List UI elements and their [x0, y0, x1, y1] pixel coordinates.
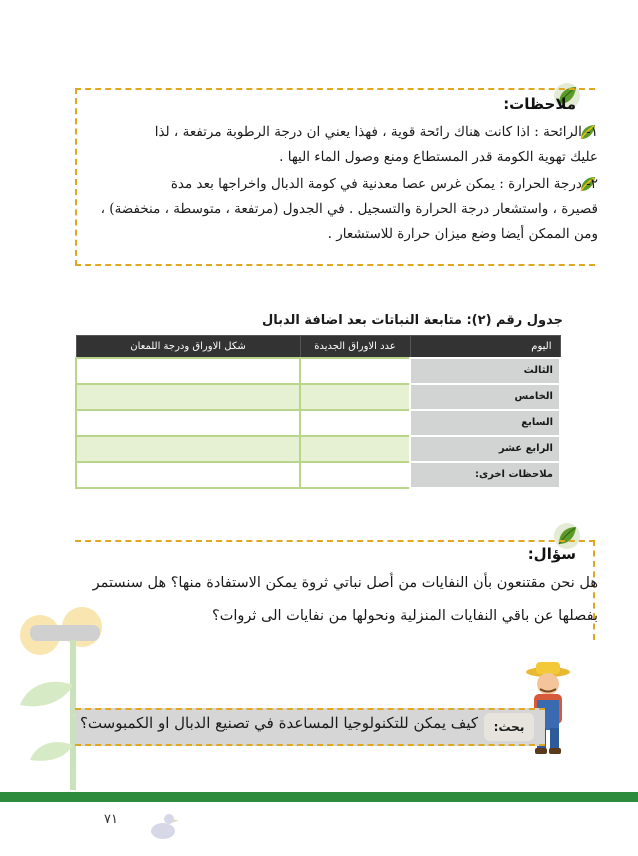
- question-heading: سؤال:: [527, 545, 576, 563]
- table-cell[interactable]: [300, 384, 410, 410]
- table-row: [76, 410, 560, 436]
- table-cell[interactable]: [300, 462, 410, 488]
- row-label: الخامس: [410, 384, 560, 410]
- sunflower-illustration: [0, 585, 150, 795]
- column-header-day: اليوم: [410, 336, 560, 358]
- table-cell[interactable]: [300, 358, 410, 384]
- notes-heading: ملاحظات:: [503, 95, 576, 113]
- table-cell[interactable]: [300, 436, 410, 462]
- plant-tracking-table: [75, 335, 561, 489]
- table-cell[interactable]: [76, 384, 300, 410]
- notes-item2-line1: ٢- درجة الحرارة : يمكن غرس عصا معدنية في كومة الدبال واخراجها بعد مدة: [170, 176, 598, 192]
- page-number: ٧١: [104, 812, 118, 827]
- footer-divider: [0, 792, 638, 802]
- table-row: [76, 384, 560, 410]
- table-caption: جدول رقم (٢): متابعة النباتات بعد اضافة الدبال: [261, 313, 563, 328]
- row-label: الثالث: [410, 358, 560, 384]
- notes-item1-line1: ١- الرائحة : اذا كانت هناك رائحة قوية ، فهذا يعني ان درجة الرطوبة مرتفعة ، لذا: [154, 124, 598, 140]
- notes-item1-line2: عليك تهوية الكومة قدر المستطاع ومنع وصول الماء اليها .: [279, 149, 598, 165]
- research-question: كيف يمكن للتكنولوجيا المساعدة في تصنيع الدبال او الكمبوست؟: [79, 714, 478, 732]
- table-cell[interactable]: [76, 462, 300, 488]
- table-cell[interactable]: [76, 410, 300, 436]
- notes-item2-line2: قصيرة ، واستشعار درجة الحرارة والتسجيل . في الجدول (مرتفعة ، متوسطة ، منخفضة) ،: [100, 201, 598, 217]
- question-line1: هل نحن مقتنعون بأن النفايات من أصل نباتي ثروة يمكن الاستفادة منها؟ هل سنستمر: [92, 575, 598, 591]
- table-row: [76, 462, 560, 488]
- table-header-row: [76, 336, 560, 358]
- column-header-leaf-shape: شكل الاوراق ودرجة اللمعان: [76, 336, 300, 358]
- question-line2: بفصلها عن باقي النفايات المنزلية ونحولها من نفايات الى ثروات؟: [212, 608, 598, 624]
- bird-illustration: [145, 805, 181, 845]
- row-label: السابع: [410, 410, 560, 436]
- row-label: الرابع عشر: [410, 436, 560, 462]
- table-row: [76, 436, 560, 462]
- row-label: ملاحظات اخرى:: [410, 462, 560, 488]
- table-cell[interactable]: [76, 358, 300, 384]
- notes-item2-line3: ومن الممكن أيضا وضع ميزان حرارة للاستشعار .: [327, 226, 598, 242]
- table-cell[interactable]: [300, 410, 410, 436]
- table-row: [76, 358, 560, 384]
- table-cell[interactable]: [76, 436, 300, 462]
- research-tag: بحث:: [484, 713, 534, 741]
- column-header-new-leaves: عدد الاوراق الجديدة: [300, 336, 410, 358]
